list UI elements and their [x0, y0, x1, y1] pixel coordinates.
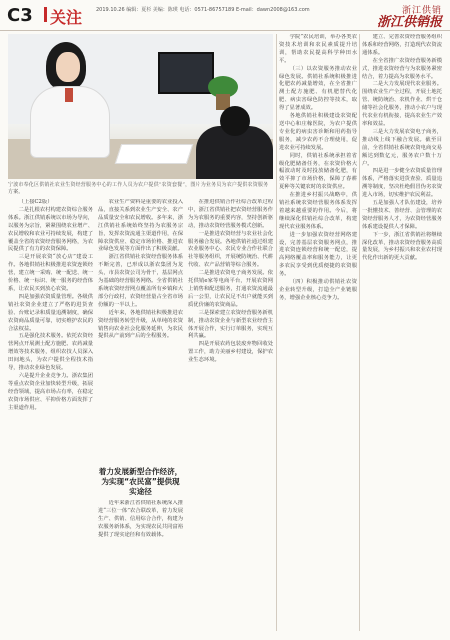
paragraph: 浙江省供销社农资经营服务体系不断完善，已形成以浙农集团为龙头，市县农资公司为骨干，基层网点为基础的经营服务网络。全省供销社系统农资经营网点覆盖所有乡镇和大部分行政村，农资经营量占全省市场份额的一半以上。: [98, 254, 183, 308]
paragraph: 进一步加强农资经营网络建设，完善基层农资服务网点，推进农资连锁经营和统一配送，提高网络覆盖率和服务能力，让更多农民享受到优质便捷的农资服务。: [279, 231, 357, 278]
paragraph: 农业生产资料是重要的农业投入品，直接关系到农业生产安全、农产品质量安全和农民增收。多年来，浙江供销社系统始终坚持为农服务宗旨，发挥农资流通主渠道作用，在保障农资供应、稳定市场价格、推进农业绿色发展等方面作出了积极贡献。: [98, 199, 183, 253]
clerk-face: [56, 52, 80, 82]
documents-icon: [115, 144, 193, 164]
paragraph: 四是开展农药包装废弃物回收处置工作，助力美丽乡村建设，保护农业生态环境。: [188, 341, 273, 364]
masthead: [377, 3, 442, 30]
customer-hair: [220, 106, 250, 136]
section-number: C3: [7, 5, 33, 26]
paragraph: 近年来浙江省供销社系统深入推进“三位一体”农合联改革，着力发展生产、供销、信用综合合作，构建为农服务新体系，为实现农民共同富裕提供了现实途径和有效载体。: [98, 500, 183, 538]
paragraph: 学院”农民培训，举办各类农资技术培训和农民素质提升培训，帮助农民提高科学种田水平。: [279, 34, 357, 64]
article-column-1: [8, 199, 93, 631]
paragraph: 二是推进农资电子商务发展。依托供销e家等电商平台，开展农资网上销售和配送服务，打通农资流通最后一公里，让农民足不出户就能买到质优价廉的农资商品。: [188, 270, 273, 308]
article-column-3: [188, 199, 273, 631]
masthead-top: 浙江供销: [401, 6, 442, 16]
paragraph: 建立、完善农资经营服务组织体系和经营网络，打造现代农资流通体系。: [362, 34, 442, 56]
page-header: [0, 0, 450, 31]
column-rule: [276, 34, 277, 631]
paragraph: 一是推进农资经营与农业社会化服务融合发展。各地供销社通过组建农业服务中心、农民专业合作社联合社等服务组织，开展统防统治、代耕代收、农产品营销等综合服务。: [188, 230, 273, 269]
paragraph: 在推进供销合作社综合改革过程中，浙江省供销社把农资经营服务作为为农服务的重要内容，坚持创新驱动，推动农资经营服务模式创新。: [188, 199, 273, 229]
paragraph: 在全省推广农资经营服务新模式，推进农资经营与为农服务紧密结合，着力提高为农服务水平。: [362, 57, 442, 80]
section-divider: [44, 7, 47, 22]
paragraph: 五是强化技术服务。依托农资经营网点开展测土配方施肥、农药减量增效等技术服务，组织农技人员深入田间地头，为农户提供全程技术指导，推动农业绿色发展。: [8, 333, 93, 372]
article-column-2: [98, 199, 183, 463]
clerk-scarf: [65, 88, 73, 102]
photo-caption: 宁波市奉化区供销社农业生资经营服务中心的工作人员为农户提供“农资套餐”，图片为业务员为农户提供农资服务方案。: [8, 182, 269, 195]
article-subhead: 着力发展新型合作经济，为实现“农民富”提供现实途径: [98, 467, 183, 496]
paragraph: 近年来，各地供销社积极推进农资经营服务转型升级，从单纯的农资销售向农业社会化服务延伸，为农民提供从产前到产后的全程服务。: [98, 309, 183, 340]
paragraph: 三是探索建立农资经营服务新机制，推动农资企业与新型农业经营主体开展合作，实行订单服务，实现互利共赢。: [188, 309, 273, 340]
paragraph: 四是加强农资质量管理。各级供销社农资企业建立了严格的进货查验、台账记录和质量追溯制度，确保农资商品质量可靠，切实维护农民的合法权益。: [8, 293, 93, 332]
paragraph: 在推进乡村振兴战略中，供销社系统农资经营服务体系发挥着越来越重要的作用。今后，将继续深化供销社综合改革，构建现代农业服务体系。: [279, 192, 357, 230]
article-column-2-continued: [98, 500, 183, 631]
section-title: 关注: [50, 8, 83, 27]
paragraph: 各地供销社积极建设农资配送中心和庄稼医院，为农户提供专业化的病虫害诊断和用药指导服务，减少农药不合理使用，促进农业可持续发展。: [279, 113, 357, 151]
paragraph: 六是提升企业竞争力。浙农集团等重点农资企业加快转型升级，拓展经营领域，提高市场占有率，在稳定农资市场供应、平抑价格方面发挥了主渠道作用。: [8, 372, 93, 411]
paragraph: （四）积极推动供销社农资企业转型升级，打造全产业链服务，增强企业核心竞争力。: [279, 279, 357, 301]
page-meta: 2019.10.26 编辑：夏杉 美编：陈瑛 电话：0571-86757189 E-mail：dawn2008@163.com: [96, 7, 310, 13]
paragraph: 四是进一步健全农资质量管理体系，严格落实进货查验、质量追溯等制度，坚决杜绝假冒伪劣农资进入市场，切实维护农民利益。: [362, 168, 442, 199]
news-photo: [8, 34, 273, 179]
paragraph: 同时，供销社系统承担着省级化肥储备任务，在农资价格大幅波动时及时投放储备化肥，有效平抑了市场价格，保障了春耕夏种等关键农时的农资供应。: [279, 152, 357, 191]
paragraph: 二是扎根农村构建农资综合服务体系。浙江供销系统以市场为导向，以服务为宗旨，紧紧围绕农业增产、农民增收和农业可持续发展，构建了覆盖全省的农资经营服务网络，为农民提供了有力的农资保障。: [8, 206, 93, 253]
paragraph: （上接C2版）: [18, 199, 53, 205]
paragraph: 三是大力发展农资电子商务，推动线上线下融合发展。截至目前，全省供销社系统农资电商交易额达到数亿元，服务农户数十万户。: [362, 128, 442, 167]
paragraph: 五是加强人才队伍建设，培养一批懂技术、善经营、会管理的农资经营服务人才，为农资经营服务体系建设提供人才保障。: [362, 200, 442, 230]
paragraph: （三）以农资服务推动农业绿色发展。供销社系统积极推进化肥农药减量增效，在全省推广测土配方施肥、有机肥替代化肥、病虫害绿色防控等技术，取得了显著成效。: [279, 65, 357, 112]
article-column-4: [279, 34, 357, 631]
paragraph: 二是大力发展现代农业服务。围绕农业生产全过程，开展土地托管、统防统治、农机作业、烘干仓储等社会化服务，推动小农户与现代农业有机衔接，提高农业生产效率和效益。: [362, 81, 442, 127]
column-rule: [359, 34, 360, 631]
masthead-logo: 浙江供销报: [376, 15, 442, 30]
monitor-icon: [158, 52, 214, 94]
paragraph: 下一步，浙江省供销社将继续深化改革，推动农资经营服务高质量发展，为乡村振兴和农业农村现代化作出新的更大贡献。: [362, 231, 442, 262]
article-column-5: [362, 34, 442, 631]
paragraph: 三是开展农资“放心店”建设工作。各地供销社积极推进农资连锁经营，建立统一采购、统一配送、统一价格、统一标识、统一服务的经营体系，让农民买到放心农资。: [8, 254, 93, 292]
